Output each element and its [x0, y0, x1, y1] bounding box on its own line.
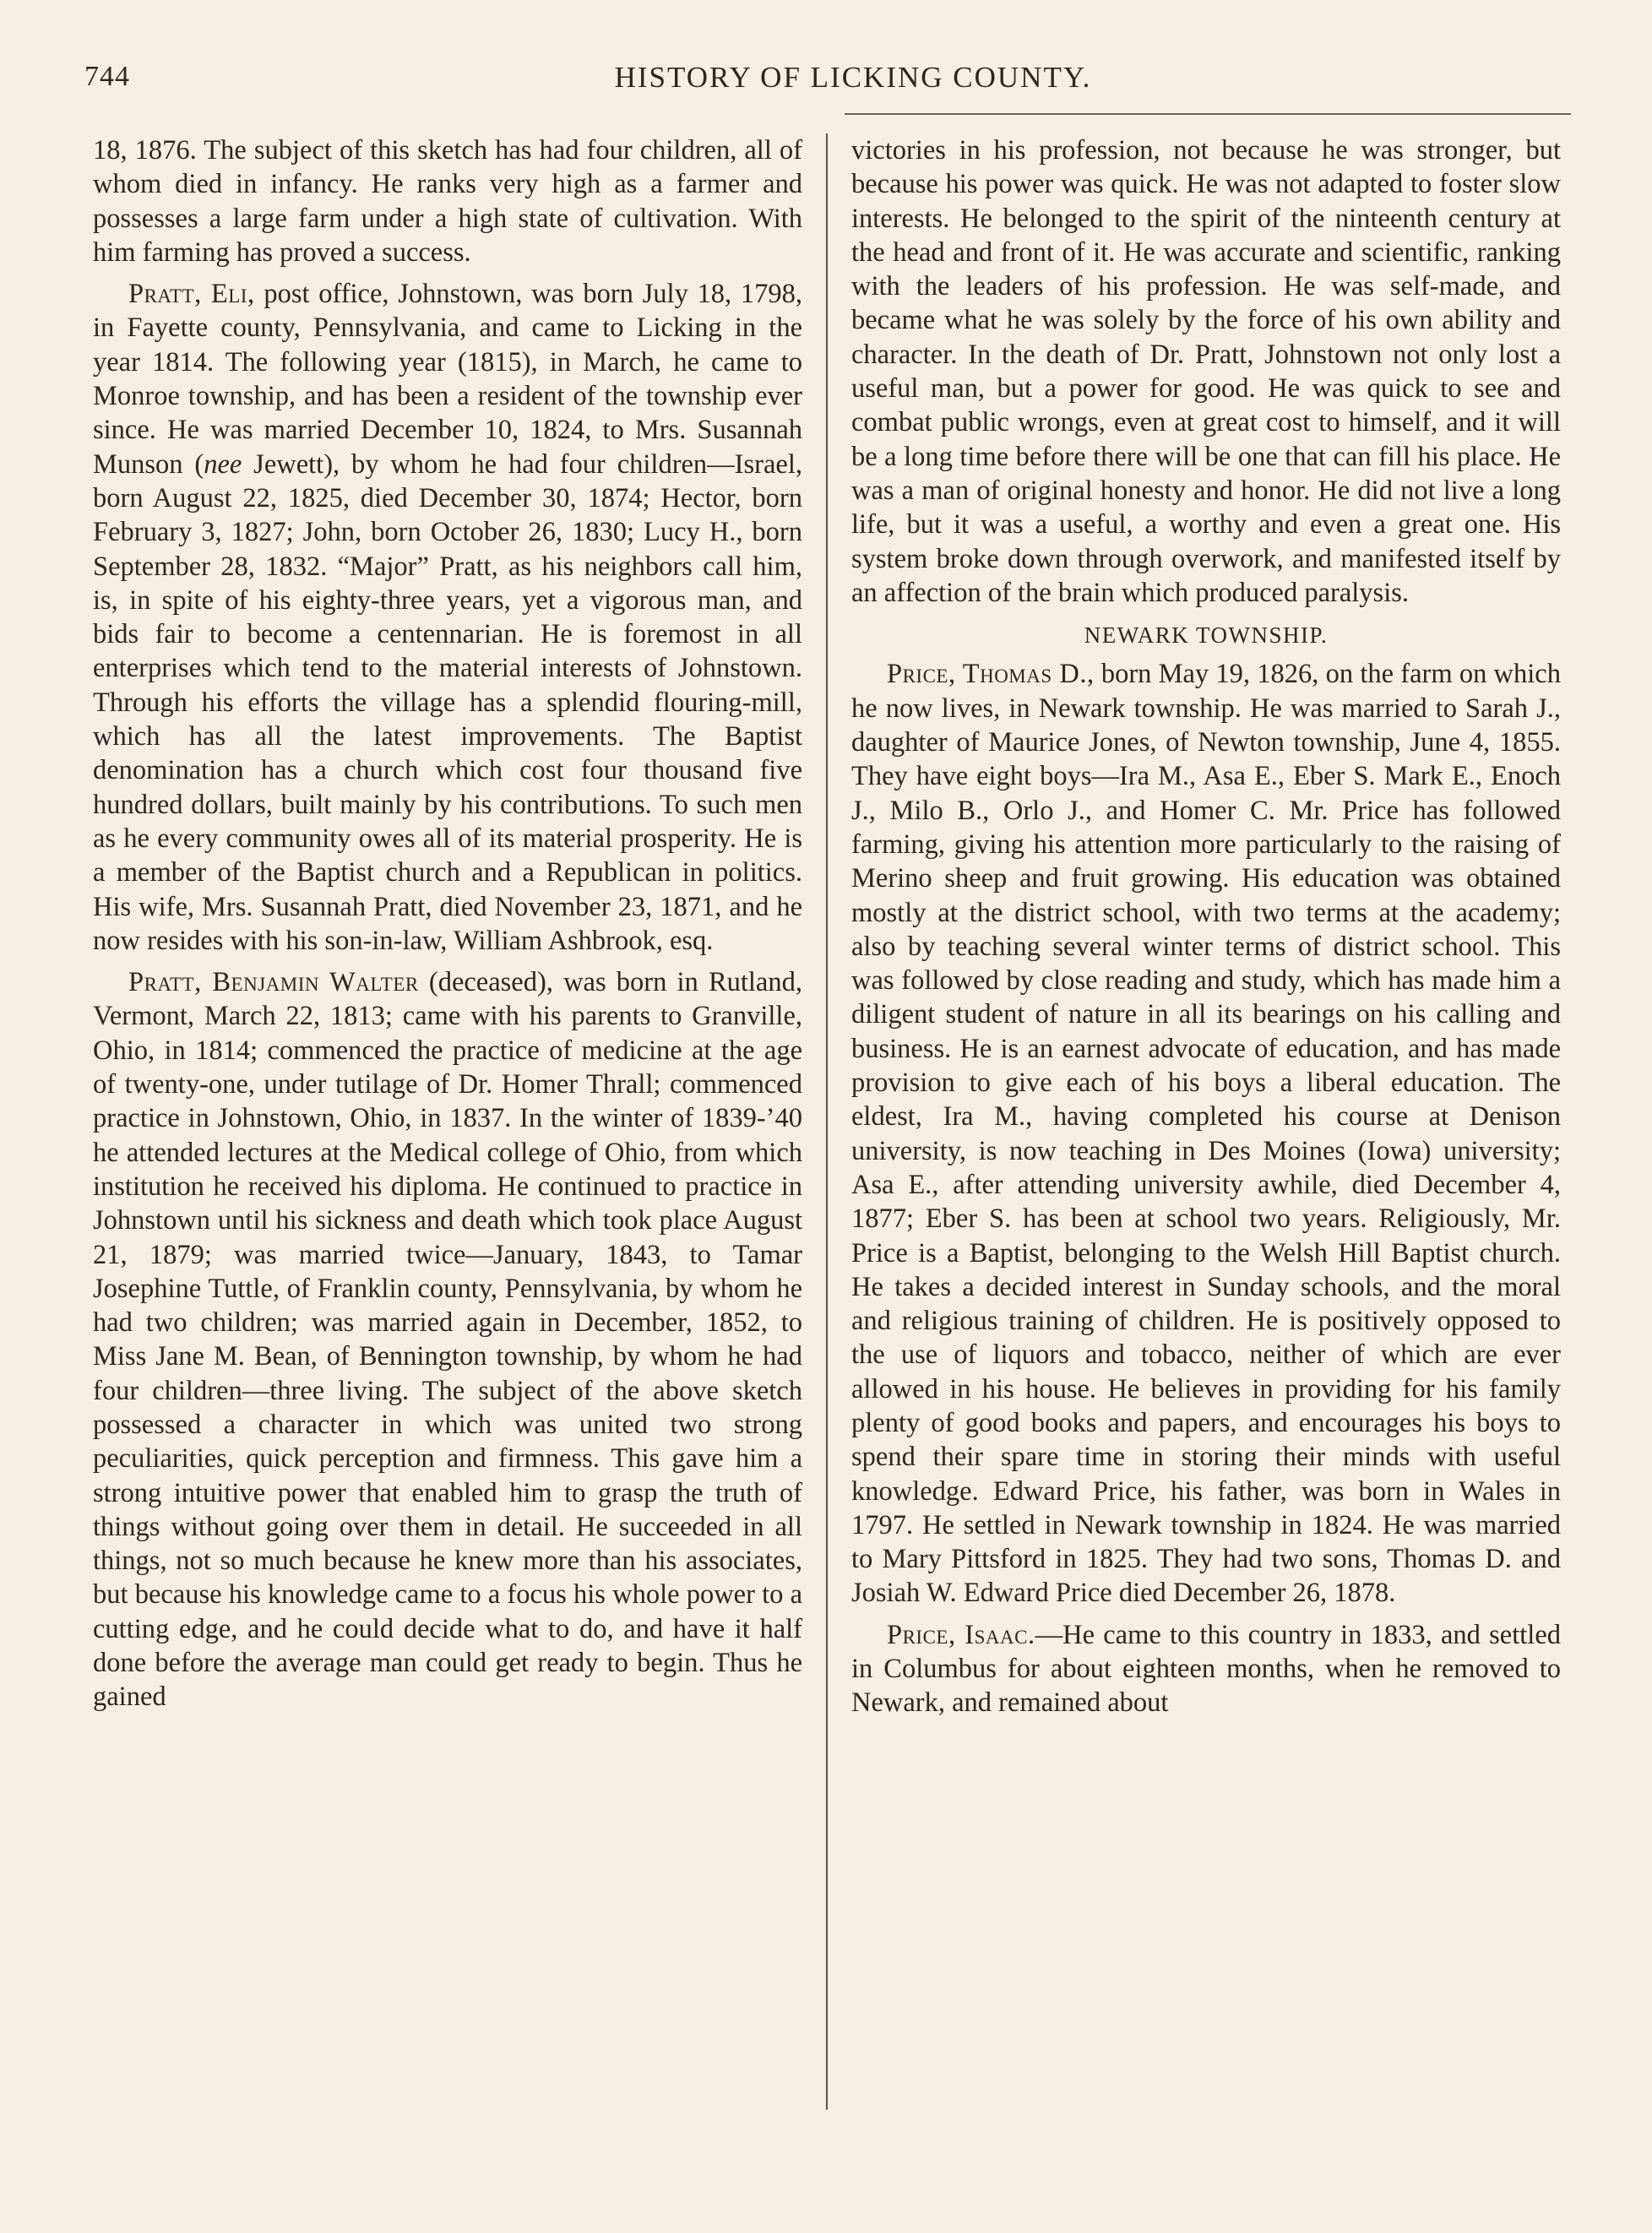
paragraph-benjamin-pratt: [93, 965, 802, 1714]
page-number: 744: [84, 61, 130, 92]
paragraph-isaac-price: [851, 1618, 1561, 1720]
entry-text: —He came to this country in 1833, and settled in Columbus for about eighteen months, when he removed to Newark, and remained about: [851, 1619, 1561, 1719]
right-column: [851, 133, 1561, 1720]
paragraph-continuation: victories in his profession, not because he was stronger, but because his power was quick. He was not adapted to foster slow interests. He belonged to the spirit of the ninteenth century at the head and front of it. He was accurate and scientific, ranking with the leaders of his profession. He was self-made, and became what he was solely by the force of his own ability and character. In the death of Dr. Pratt, Johnstown not only lost a useful man, but a power for good. He was quick to see and combat public wrongs, even at great cost to himself, and it will be a long time before there will be one that can fill his place. He was a man of original honesty and honor. He did not live a long life, but it was a useful, a worthy and even a great one. His system broke down through overwork, and manifested itself by an affection of the brain which produced paralysis.: [851, 135, 1561, 608]
entry-text: born May 19, 1826, on the farm on which he now lives, in Newark township. He was married to Sarah J., daughter of Maurice Jones, of Newton township, June 4, 1855. They have eight boys—Ira M., Asa E., Eber S. Mark E., Enoch J., Milo B., Orlo J., and Homer C. Mr. Price has followed farming, giving his attention more particularly to the raising of Merino sheep and fruit growing. His education was obtained mostly at the district school, with two terms at the academy; also by teaching several winter terms of district school. This was followed by close reading and study, which has made him a diligent student of nature in all its bearings on his calling and business. He is an earnest advocate of education, and has made provision to give each of his boys a liberal education. The eldest, Ira M., having completed his course at Denison university, is now teaching in Des Moines (Iowa) university; Asa E., after attending university awhile, died December 4, 1877; Eber S. has been at school two years. Religiously, Mr. Price is a Baptist, belonging to the Welsh Hill Baptist church. He takes a decided interest in Sunday schools, and the moral and religious training of children. He is positively opposed to the use of liquors and tobacco, neither of which are ever allowed in his house. He believes in providing for his family plenty of good books and papers, and encourages his boys to spend their spare time in storing their minds with useful knowledge. Edward Price, his father, was born in Wales in 1797. He settled in Newark township in 1824. He was married to Mary Pittsford in 1825. They had two sons, Thomas D. and Josiah W. Edward Price died December 26, 1878.: [851, 659, 1561, 1609]
entry-text: post office, Johnstown, was born July 18, 1798, in Fayette county, Pennsylvania, and came to Licking in the year 1814. The following year (1815), in March, he came to Monroe township, and has been a resident of the township ever since. He was married December 10, 1824, to Mrs. Susannah Munson (: [93, 279, 802, 480]
paragraph-thomas-price: [851, 657, 1561, 1610]
entry-name: Price, Isaac.: [887, 1619, 1035, 1650]
entry-text-cont: Jewett), by whom he had four children—Israel, born August 22, 1825, died December 30, 1874; Hector, born February 3, 1827; John, born October 26, 1830; Lucy H., born September 28, 1832. “Major” Pratt, as his neighbors call him, is, in spite of his eighty-three years, yet a vigorous man, and bids fair to become a centennarian. He is foremost in all enterprises which tend to the material interests of Johnstown. Through his efforts the village has a splendid flouring-mill, which has all the latest improvements. The Baptist denomination has a church which cost four thousand five hundred dollars, built mainly by his contributions. To such men as he every community owes all of its material prosperity. He is a member of the Baptist church and a Republican in politics. His wife, Mrs. Susannah Pratt, died November 23, 1871, and he now resides with his son-in-law, William Ashbrook, esq.: [93, 448, 802, 956]
entry-italic: nee: [204, 448, 242, 480]
running-title: HISTORY OF LICKING COUNTY.: [614, 61, 1092, 94]
entry-name: Pratt, Benjamin Walter: [128, 967, 419, 998]
entry-name: Price, Thomas D.,: [887, 659, 1095, 690]
paragraph-eli-pratt: [93, 277, 802, 958]
left-column: [93, 133, 802, 1714]
column-divider: [826, 133, 828, 2110]
entry-text: (deceased), was born in Rutland, Vermont, March 22, 1813; came with his parents to Granville, Ohio, in 1814; commenced the practice of medicine at the age of twenty-one, under tutilage of Dr. Homer Thrall; commenced practice in Johnstown, Ohio, in 1837. In the winter of 1839-’40 he attended lectures at the Medical college of Ohio, from which institution he received his diploma. He continued to practice in Johnstown until his sickness and death which took place August 21, 1879; was married twice—January, 1843, to Tamar Josephine Tuttle, of Franklin county, Pennsylvania, by whom he had two children; was married again in December, 1852, to Miss Jane M. Bean, of Bennington township, by whom he had four children—three living. The subject of the above sketch possessed a character in which was united two strong peculiarities, quick perception and firmness. This gave him a strong intuitive power that enabled him to grasp the truth of things without going over them in detail. He succeeded in all things, not so much because he knew more than his associates, but because his knowledge came to a focus his whole power to a cutting edge, and he could decide what to do, and have it half done before the average man could get ready to begin. Thus he gained: [93, 967, 802, 1713]
page-header: [84, 61, 1571, 103]
paragraph-continuation: 18, 1876. The subject of this sketch has had four children, all of whom died in infancy. He ranks very high as a farmer and possesses a large farm under a high state of cultivation. With him farming has proved a success.: [93, 135, 802, 268]
entry-name: Pratt, Eli,: [128, 279, 255, 310]
header-rule: [845, 113, 1571, 115]
section-heading: NEWARK TOWNSHIP.: [1084, 622, 1329, 649]
